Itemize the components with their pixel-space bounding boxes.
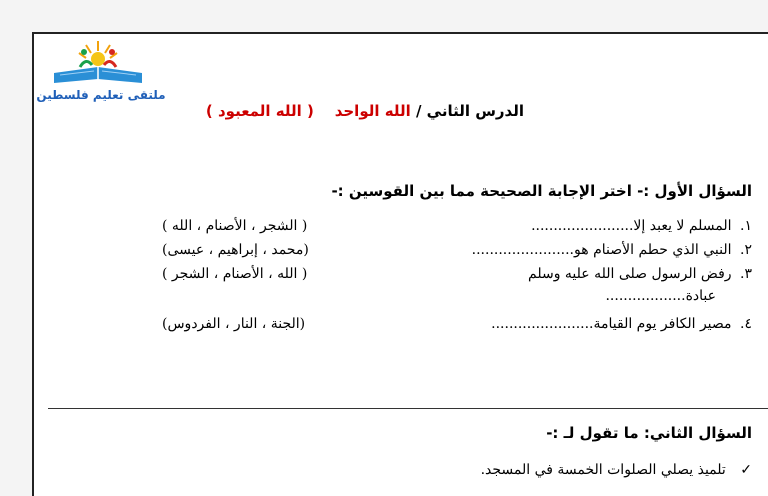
item-stem: مصير الكافر يوم القيامة....................... [491,316,732,332]
item-options: (الجنة ، النار ، الفردوس) [162,316,306,332]
question-item-text [528,266,752,282]
document-page [32,32,768,496]
item-stem: النبي الذي حطم الأصنام هو....................... [471,242,732,258]
lesson-title-red: الله الواحد [334,102,411,120]
question-1-heading: السؤال الأول :- اختر الإجابة الصحيحة مما بين القوسين :- [331,182,752,200]
question-item-text [531,218,752,234]
question-item [34,218,752,240]
item-options: (محمد ، إبراهيم ، عيسى) [162,242,309,258]
question-item [34,316,752,338]
item-number: ٢. [740,242,752,258]
question-item-text [472,242,752,258]
bullet-item [481,462,752,478]
item-options: ( الله ، الأصنام ، الشجر ) [162,266,308,282]
item-number: ٤. [740,316,752,332]
question-item [34,266,752,310]
question-item [34,242,752,264]
bullet-text: تلميذ يصلي الصلوات الخمسة في المسجد. [480,462,726,478]
lesson-title-prefix: الدرس الثاني / [415,102,524,120]
item-number: ١. [740,218,752,234]
item-stem: المسلم لا يعبد إلا....................... [531,218,732,234]
question-2-heading: السؤال الثاني: ما تقول لـ :- [546,424,752,442]
item-stem: رفض الرسول صلى الله عليه وسلم [528,266,732,282]
item-options: ( الشجر ، الأصنام ، الله ) [162,218,308,234]
logo-text: ملتقى تعليم فلسطين [36,88,166,102]
checkmark-icon: ✓ [740,462,752,478]
book-logo-icon [36,39,166,89]
question-item-text [491,316,752,332]
item-continuation: عبادة.................. [605,288,716,304]
item-number: ٣. [740,266,752,282]
logo [36,39,166,107]
lesson-title-paren: ( الله المعبود ) [205,102,314,120]
section-divider [48,408,768,409]
lesson-title [206,102,524,120]
